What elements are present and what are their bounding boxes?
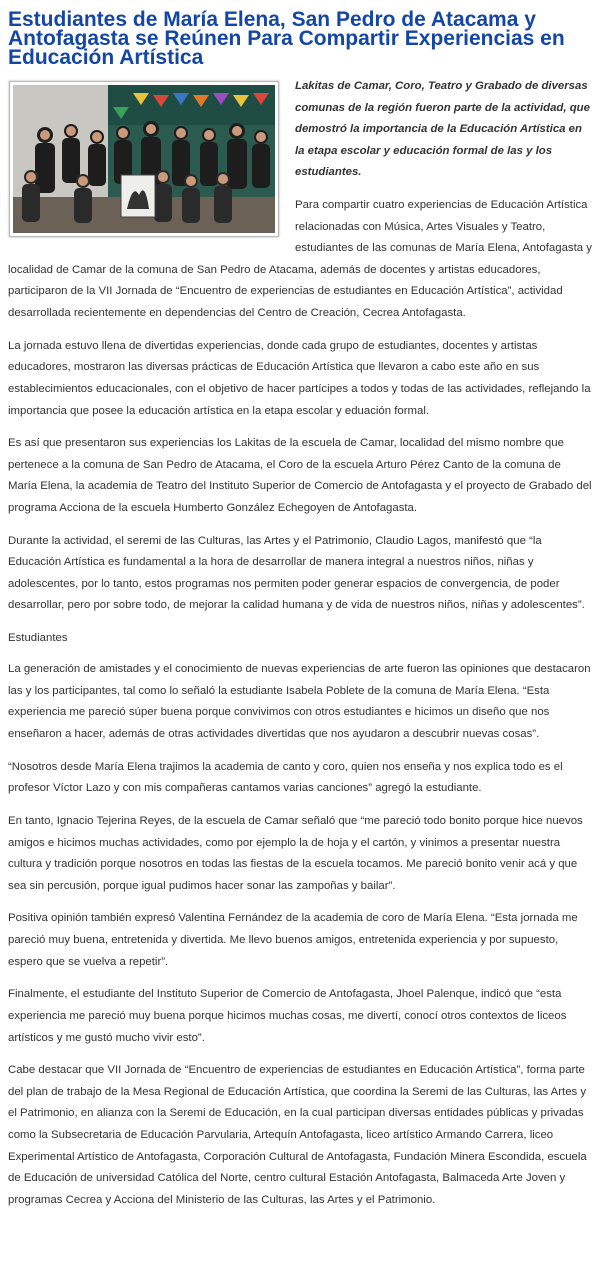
article-lead: Lakitas de Camar, Coro, Teatro y Grabado de diversas comunas de la región fueron parte de la actividad, que demostró la importancia de la Educación Artística en la etapa escolar y educación formal de las y los estudiantes. xyxy=(295,80,590,179)
article-photo-frame xyxy=(9,81,279,237)
article-paragraph: “Nosotros desde María Elena trajimos la academia de canto y coro, quien nos enseña y nos explica todo es el profesor Víctor Lazo y con mis compañeras cantamos varias canciones” agregó la estudiante. xyxy=(8,760,563,795)
article-paragraph: Para compartir cuatro experiencias de Educación Artística relacionadas con Música, Artes Visuales y Teatro, estudiantes de las comunas de María Elena, Antofagasta y localidad de Camar de la comuna de San Pedro de Atacama, además de docentes y artistas educadores, participaron de la VII Jornada de “Encuentro de experiencias de estudiantes en Educación Artística”, actividad desarrollada recientemente en dependencias del Centro de Creación, Cecrea Antofagasta. xyxy=(8,199,592,320)
article-paragraph: Finalmente, el estudiante del Instituto Superior de Comercio de Antofagasta, Jhoel Palenque, indicó que “esta experiencia me pareció muy buena porque hicimos muchas cosas, me divertí, conocí otros contextos de liceos artísticos y me gustó mucho vivir esto”. xyxy=(8,988,567,1044)
article-paragraph: Es así que presentaron sus experiencias los Lakitas de la escuela de Camar, localidad del mismo nombre que pertenece a la comuna de San Pedro de Atacama, el Coro de la escuela Arturo Pérez Canto de la comuna de María Elena, la academia de Teatro del Instituto Superior de Comercio de Antofagasta y el proyecto de Grabado del programa Acciona de la escuela Humberto González Echegoyen de Antofagasta. xyxy=(8,437,592,514)
section-subheading: Estudiantes xyxy=(8,632,68,645)
article xyxy=(8,0,592,1222)
article-paragraph: Cabe destacar que VII Jornada de “Encuentro de experiencias de estudiantes en Educación Artística”, forma parte del plan de trabajo de la Mesa Regional de Educación Artística, que coordina la Seremi de las Culturas, las Artes y el Patrimonio, en alianza con la Seremi de Educación, en la cual participan diversas entidades públicas y privadas como la Subsecretaria de Educación Parvularia, Artequín Antofagasta, liceo artístico Armando Carrera, liceo Experimental Artístico de Antofagasta, Corporación Cultural de Antofagasta, Fundación Minera Escondida, escuela de Educación de universidad Católica del Norte, centro cultural Estación Antofagasta, Balmaceda Arte Joven y programas Cecrea y Acciona del Ministerio de las Culturas, las Artes y el Patrimonio. xyxy=(8,1064,587,1206)
article-paragraph: Positiva opinión también expresó Valentina Fernández de la academia de coro de María Elena. “Esta jornada me pareció muy buena, entretenida y divertida. Me llevo buenos amigos, entretenida experiencia y por supuesto, espero que se vuelva a repetir”. xyxy=(8,912,578,968)
article-paragraph: La jornada estuvo llena de divertidas experiencias, donde cada grupo de estudiantes, docentes y artistas educadores, mostraron las diversas prácticas de Educación Artística que llevaron a cabo este año en sus establecimientos educacionales, con el objetivo de hacer partícipes a todos y todas de las actividades, reflejando la importancia que posee la educación artística en la etapa escolar y eduación formal. xyxy=(8,339,591,417)
article-paragraph: La generación de amistades y el conocimiento de nuevas experiencias de arte fueron las opiniones que destacaron las y los participantes, tal como lo señaló la estudiante Isabela Poblete de la comuna de María Elena. “Esta experiencia me pareció súper buena porque convivimos con otros estudiantes e hicimos un diseño que nos enseñaron a hacer, además de otras actividades divertidas que nos ayudaron a descubrir nuevas cosas”. xyxy=(8,663,591,740)
group-photo-icon xyxy=(13,85,275,233)
article-paragraph: En tanto, Ignacio Tejerina Reyes, de la escuela de Camar señaló que “me pareció todo bonito porque hice nuevos amigos e hicimos muchas actividades, como por ejemplo la de hoja y el cartón, y vinimos a presentar nuestra cultura y tradición porque nosotros en todas las fiestas de la escuela tocamos. Me pareció bonito venir acá y que sea sin percusión, porque igual pudimos hacer sonar las zampoñas y bailar”. xyxy=(8,814,583,892)
article-title: Estudiantes de María Elena, San Pedro de Atacama y Antofagasta se Reúnen Para Compartir Experiencias en Educación Artística xyxy=(8,8,565,69)
article-paragraph: Durante la actividad, el seremi de las Culturas, las Artes y el Patrimonio, Claudio Lagos, manifestó que “la Educación Artística es fundamental a la hora de desarrollar de manera integral a nuestros niños, niñas y adolescentes, por lo tanto, estos programas nos permiten poder generar espacios de convergencia, de poder desarrollar, pero por sobre todo, de mejorar la calidad humana y de vida de nuestros niños, niñas y adolescentes”. xyxy=(8,534,585,612)
